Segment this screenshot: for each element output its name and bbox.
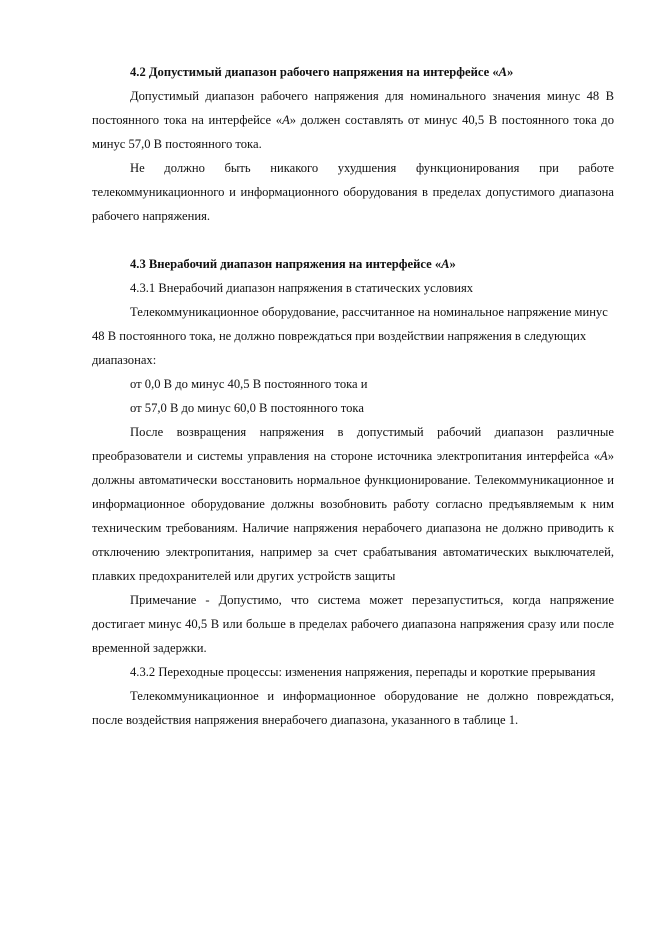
section-4-2-heading-italic: А [498,65,508,79]
subsection-4-3-1-title: 4.3.1 Внерабочий диапазон напряжения в статических условиях [130,281,474,295]
section-4-2-p1-suffix: » должен составлять от минус 40,5 В постоянного тока до минус 57,0 В постоянного тока. [92,113,614,151]
section-4-3-paragraph-3: Телекоммуникационное и информационное оборудование не должно повреждаться, после воздействия напряжения внерабочего диапазона, указанного в таблице 1. [92,689,614,727]
section-4-3-paragraph-2 [92,420,614,588]
section-4-3-heading-italic: А [441,257,450,271]
range-item-1: от 0,0 В до минус 40,5 В постоянного тока и [130,377,368,391]
section-4-2-heading [92,60,614,84]
section-4-2-p1-prefix: Допустимый диапазон рабочего напряжения для номинального значения минус 48 В постоянного тока на интерфейсе « [92,89,614,127]
section-4-2-heading-prefix: 4.2 Допустимый диапазон рабочего напряжения на интерфейсе « [130,65,499,79]
section-4-2-heading-suffix: » [507,65,514,79]
section-4-3-p2-italic: А [600,449,608,463]
section-4-3-heading [92,252,614,276]
section-4-2-p1-italic: А [282,113,290,127]
section-4-3-paragraph-1: Телекоммуникационное оборудование, рассчитанное на номинальное напряжение минус 48 В постоянного тока, не должно повреждаться при воздействии напряжения в следующих диапазонах: [92,305,608,367]
section-4-3-heading-prefix: 4.3 Внерабочий диапазон напряжения на интерфейсе « [130,257,442,271]
section-4-3-p2-prefix: После возвращения напряжения в допустимый рабочий диапазон различные преобразователи и системы управления на стороне источника электропитания интерфейса « [92,425,614,463]
section-4-2-paragraph-1 [92,84,614,156]
document-body [92,60,614,732]
range-item-2: от 57,0 В до минус 60,0 В постоянного тока [130,401,364,415]
section-spacer [92,228,614,252]
section-4-3-heading-suffix: » [449,257,456,271]
subsection-4-3-2-title: 4.3.2 Переходные процессы: изменения напряжения, перепады и короткие прерывания [130,665,596,679]
section-4-2-paragraph-2: Не должно быть никакого ухудшения функционирования при работе телекоммуникационного и информационного оборудования в пределах допустимого диапазона рабочего напряжения. [92,161,614,223]
section-4-3-p2-suffix: » должны автоматически восстановить нормальное функционирование. Телекоммуникационное и информационное оборудование должны возобновить работу согласно предъявляемым к ним техническим требованиям. Наличие напряжения нерабочего диапазона не должно приводить к отключению электропитания, например за счет срабатывания автоматических выключателей, плавких предохранителей или других устройств защиты [92,449,614,583]
note-paragraph: Примечание - Допустимо, что система может перезапуститься, когда напряжение достигает минус 40,5 В или больше в пределах рабочего диапазона напряжения сразу или после временной задержки. [92,593,614,655]
